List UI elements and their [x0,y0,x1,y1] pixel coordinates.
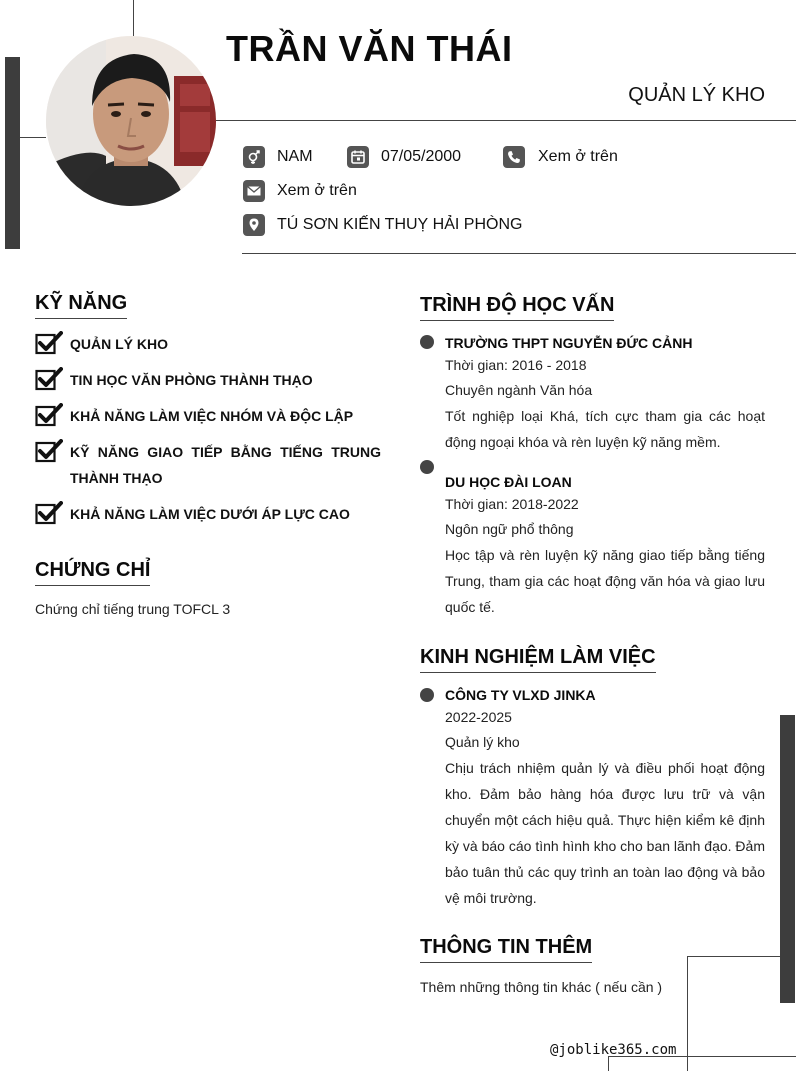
phone-icon [503,146,525,168]
checkbox-check-icon [35,403,63,427]
footer-line-tick [608,1056,609,1071]
bullet-dot [420,688,434,702]
phone-value: Xem ở trên [538,148,618,165]
contact-divider [242,253,796,254]
education-time: Thời gian: 2018-2022 [445,496,579,512]
checkbox-check-icon [35,439,63,463]
school-name: TRƯỜNG THPT NGUYỄN ĐỨC CẢNH [445,335,693,351]
location-icon [243,214,265,236]
skill-label: KỸ NĂNG GIAO TIẾP BẰNG TIẾNG TRUNG THÀNH THẠO [70,444,381,486]
checkbox-check-icon [35,367,63,391]
avatar [46,36,216,206]
right-accent-bar [780,715,795,1003]
skill-item [35,501,381,527]
skill-item [35,439,381,491]
bullet-dot [420,335,434,349]
calendar-icon [347,146,369,168]
avatar-side-line [20,137,46,138]
education-time: Thời gian: 2016 - 2018 [445,357,587,373]
company-name: CÔNG TY VLXD JINKA [445,687,596,703]
address-value: TÚ SƠN KIẾN THUỴ HẢI PHÒNG [277,216,523,233]
experience-position: Quản lý kho [445,734,520,750]
education-desc: Học tập và rèn luyện kỹ năng giao tiếp bằng tiếng Trung, tham gia các hoạt động văn hóa và giao lưu quốc tế. [445,547,765,615]
gender-value: NAM [277,148,313,165]
education-title: TRÌNH ĐỘ HỌC VẤN [420,294,614,321]
experience-entry [445,685,765,911]
skill-label: QUẢN LÝ KHO [70,336,168,352]
education-desc: Tốt nghiệp loại Khá, tích cực tham gia các hoạt động ngoại khóa và rèn luyện kỹ năng mềm. [445,408,765,450]
additional-text: Thêm những thông tin khác ( nếu cần ) [420,979,663,995]
top-divider-line [133,0,134,36]
certificate-text: Chứng chỉ tiếng trung TOFCL 3 [35,601,231,617]
corner-line-horizontal [687,956,780,957]
school-name: DU HỌC ĐÀI LOAN [445,474,572,490]
skill-label: KHẢ NĂNG LÀM VIỆC NHÓM VÀ ĐỘC LẬP [70,408,354,424]
email-value: Xem ở trên [277,182,357,199]
education-major: Chuyên ngành Văn hóa [445,382,593,398]
experience-desc: Chịu trách nhiệm quản lý và điều phối hoạt động kho. Đảm bảo hàng hóa được lưu trữ và vận chuyển một cách hiệu quả. Thực hiện kiểm kê định kỳ và báo cáo tình hình kho cho ban lãnh đạo. Đảm bảo tuân thủ các quy trình an toàn lao động và bảo vệ môi trường. [445,760,765,906]
skill-item [35,367,381,393]
skill-item [35,403,381,429]
checkbox-check-icon [35,501,63,525]
corner-line-vertical [687,956,688,1071]
birthday-value: 07/05/2000 [381,148,462,165]
skill-label: KHẢ NĂNG LÀM VIỆC DƯỚI ÁP LỰC CAO [70,506,350,522]
certificates-title: CHỨNG CHỈ [35,559,150,586]
experience-title: KINH NGHIỆM LÀM VIỆC [420,646,656,673]
skill-item [35,331,381,357]
experience-time: 2022-2025 [445,709,512,725]
checkbox-check-icon [35,331,63,355]
candidate-name: TRẦN VĂN THÁI [226,28,513,69]
footer-watermark: @joblike365.com [550,1042,677,1058]
skills-title: KỸ NĂNG [35,292,127,319]
bullet-dot [420,460,434,474]
additional-title: THÔNG TIN THÊM [420,936,592,963]
gender-icon [243,146,265,168]
education-entry [445,333,765,455]
email-icon [243,180,265,202]
left-accent-bar [5,57,20,249]
education-major: Ngôn ngữ phổ thông [445,521,574,537]
job-title: QUẢN LÝ KHO [628,84,765,106]
skill-label: TIN HỌC VĂN PHÒNG THÀNH THẠO [70,372,313,388]
header-divider [216,120,796,121]
education-entry [445,472,765,620]
